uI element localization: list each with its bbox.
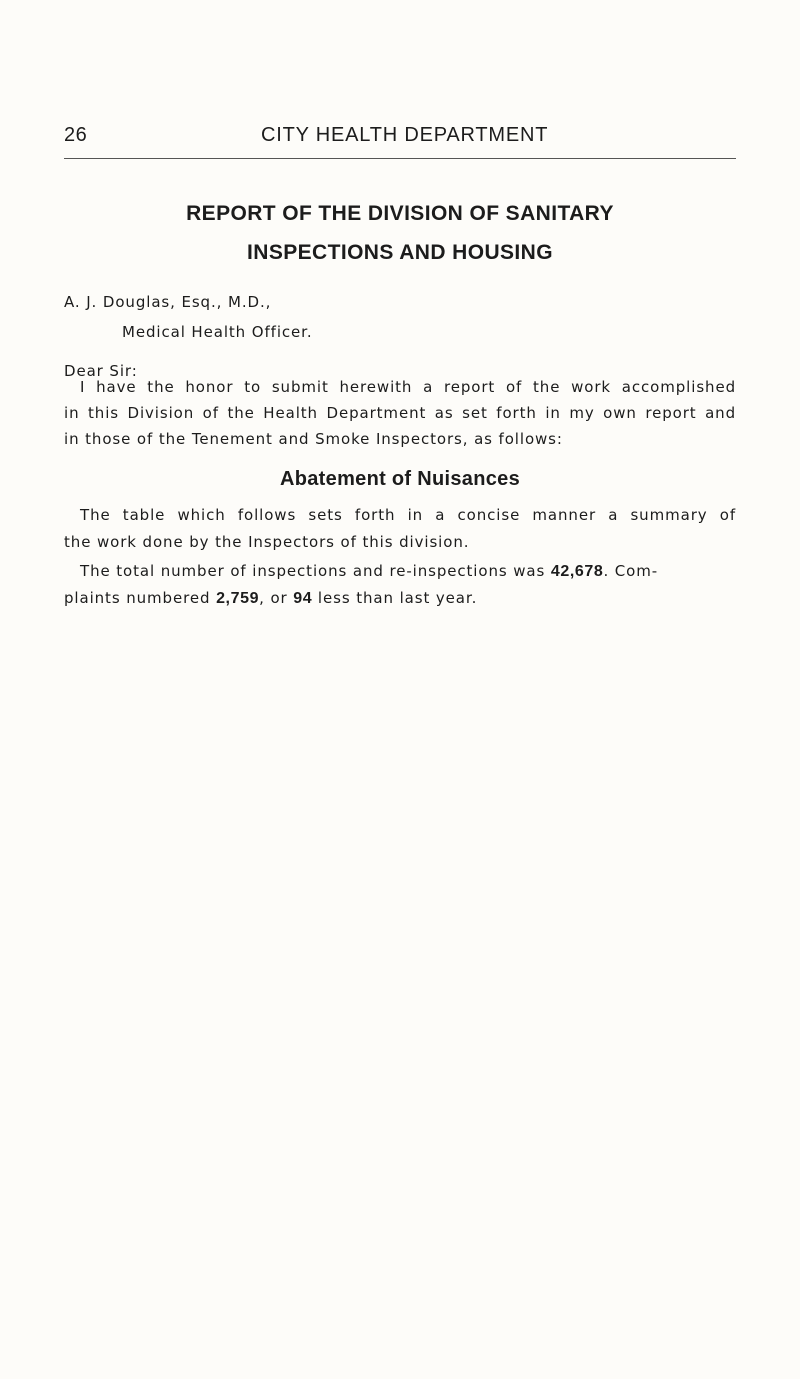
paragraph-2-text-b: . Com- [603,562,659,580]
running-head: CITY HEALTH DEPARTMENT [261,124,549,146]
salutation: Dear Sir: [64,362,138,380]
intro-line-2: in this Division of the Health Department as set forth in my own report and [64,404,736,422]
decrease-value: 94 [293,590,313,607]
page-number: 26 [64,124,88,146]
paragraph-2-text-d: , or [259,589,294,607]
paragraph-1-line-1: The table which follows sets forth in a concise manner a summary of [80,506,736,524]
report-title-line-2: INSPECTIONS AND HOUSING [247,241,553,264]
paragraph-2-text-a: The total number of inspections and re-inspections was [80,562,551,580]
addressee-position: Medical Health Officer. [122,323,313,341]
paragraph-2-text-e: less than last year. [312,589,478,607]
total-inspections-value: 42,678 [550,563,604,580]
addressee-name: A. J. Douglas, Esq., M.D., [64,293,272,311]
intro-line-1: I have the honor to submit herewith a report of the work accomplished [80,378,736,396]
section-heading: Abatement of Nuisances [280,468,520,490]
paragraph-1-line-2: the work done by the Inspectors of this division. [64,533,470,551]
paragraph-2-line-1 [80,562,658,581]
complaints-value: 2,759 [216,590,260,607]
paragraph-2-line-2 [64,589,477,608]
header-rule [64,158,736,159]
page-header [64,124,736,158]
intro-line-3: in those of the Tenement and Smoke Inspectors, as follows: [64,430,563,448]
paragraph-2-text-c: plaints numbered [64,589,217,607]
report-title-line-1: REPORT OF THE DIVISION OF SANITARY [186,202,614,225]
